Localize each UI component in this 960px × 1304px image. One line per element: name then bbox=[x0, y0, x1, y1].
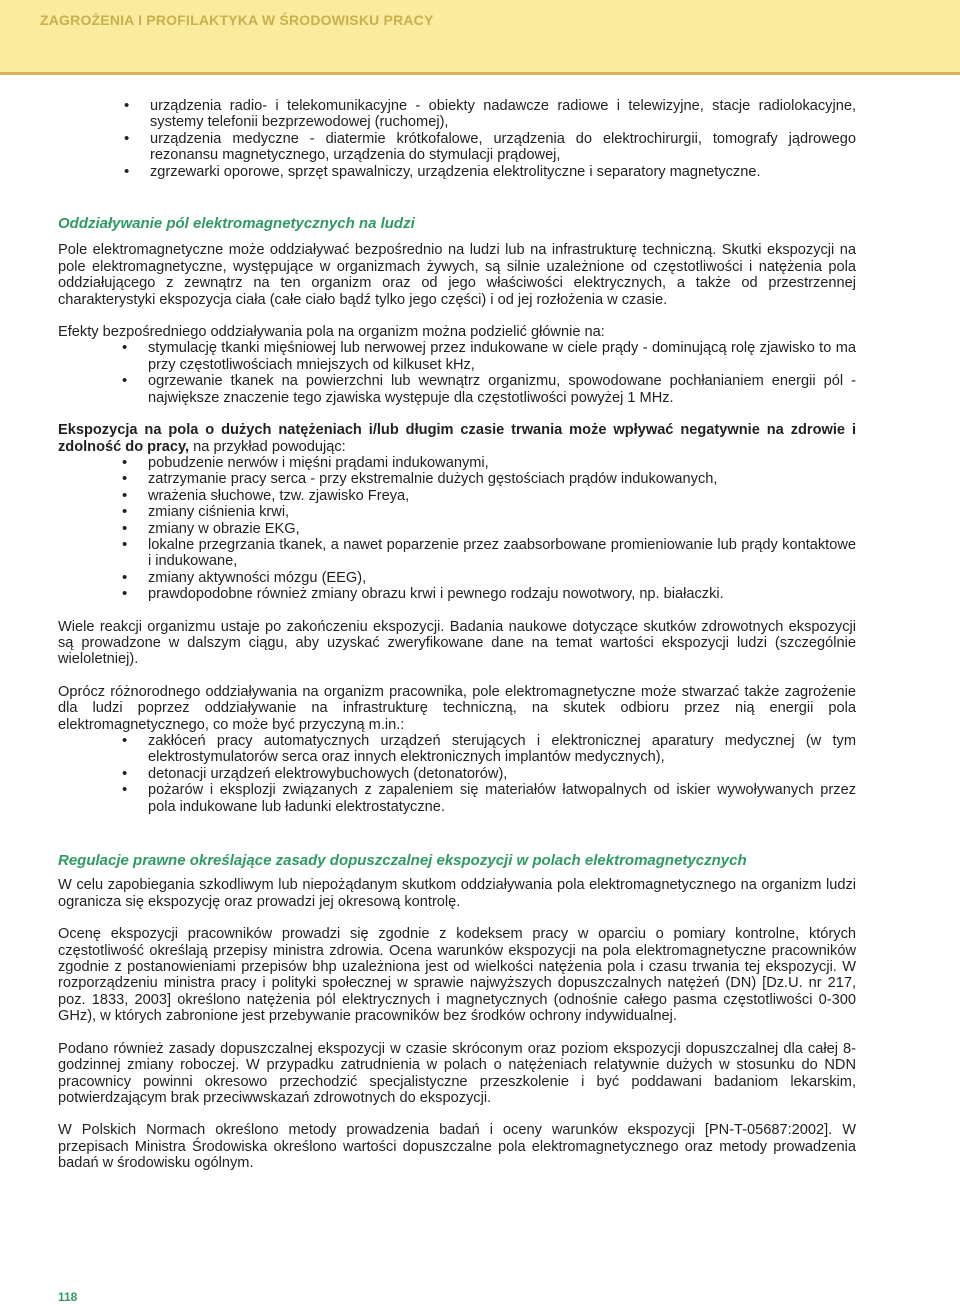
health-effects-list bbox=[58, 455, 856, 603]
bold-lead-text: Ekspozycja na pola o dużych natężeniach i/lub długim czasie trwania może wpływać negatywnie na zdrowie i zdolność do pracy, bbox=[58, 422, 856, 455]
list-item: • zmiany aktywności mózgu (EEG), bbox=[58, 570, 856, 586]
paragraph: Wiele reakcji organizmu ustaje po zakończeniu ekspozycji. Badania naukowe dotyczące skutków zdrowotnych ekspozycji są prowadzone w dalszym ciągu, aby uzyskać zweryfikowane dane na temat wartości ekspozycji ludzi (szczególnie wieloletniej). bbox=[58, 618, 856, 668]
paragraph: Podano również zasady dopuszczalnej ekspozycji w czasie skróconym oraz poziom ekspozycji dopuszczalnej dla całej 8-godzinnej zmiany roboczej. W przypadku zatrudnienia w polach o natężeniach relatywnie dużych w stosunku do NDN pracownicy powinni okresowo przechodzić specjalistyczne przeszkolenie i być poddawani badaniom lekarskim, potwierdzającym brak przeciwwskazań zdrowotnych do ekspozycji. bbox=[58, 1040, 856, 1106]
page-number: 118 bbox=[58, 1290, 78, 1304]
paragraph-text: na przykład powodując: bbox=[189, 438, 346, 455]
document-body bbox=[58, 98, 856, 1172]
list-item: • zmiany w obrazie EKG, bbox=[58, 521, 856, 537]
list-item: • pożarów i eksplozji związanych z zapaleniem się materiałów łatwopalnych od iskier wywoływanych przez pola indukowane lub ładunki elektrostatyczne. bbox=[58, 782, 856, 815]
list-item: • lokalne przegrzania tkanek, a nawet poparzenie przez zaabsorbowane promieniowanie lub prądy kontaktowe i indukowane, bbox=[58, 537, 856, 570]
paragraph: Efekty bezpośredniego oddziaływania pola na organizm można podzielić głównie na: bbox=[58, 324, 605, 341]
paragraph: Pole elektromagnetyczne może oddziaływać bezpośrednio na ludzi lub na infrastrukturę techniczną. Skutki ekspozycji na pole elektromagnetyczne, występujące w organizmach żywych, są silnie uzależnione od częstotliwości i natężenia pola oddziałującego z zewnątrz na ten organizm oraz od jego właściwości elektrycznych, a także od przestrzennej charakterystyki ekspozycja ciała (całe ciało bądź tylko jego części) i od jej rozłożenia w czasie. bbox=[58, 242, 856, 308]
emf-sources-list bbox=[58, 98, 856, 180]
list-item: • zatrzymanie pracy serca - przy ekstremalnie dużych gęstościach prądów indukowanych, bbox=[58, 471, 856, 487]
paragraph: Oprócz różnorodnego oddziaływania na organizm pracownika, pole elektromagnetyczne może stwarzać także zagrożenie dla ludzi poprzez oddziaływanie na infrastrukturę techniczną, na skutek odbioru przez nią energii pola elektromagnetycznego, co może być przyczyną m.in.: bbox=[58, 683, 856, 733]
list-item: • zgrzewarki oporowe, sprzęt spawalniczy, urządzenia elektrolityczne i separatory magnetyczne. bbox=[58, 164, 856, 180]
list-item: • pobudzenie nerwów i mięśni prądami indukowanymi, bbox=[58, 455, 856, 471]
list-item: • urządzenia radio- i telekomunikacyjne - obiekty nadawcze radiowe i telewizyjne, stacje radiolokacyjne, systemy telefonii bezprzewodowej (ruchomej), bbox=[58, 98, 856, 131]
list-item: • prawdopodobne również zmiany obrazu krwi i pewnego rodzaju nowotwory, np. białaczki. bbox=[58, 586, 856, 602]
infrastructure-effects-list bbox=[58, 733, 856, 815]
list-item: • ogrzewanie tkanek na powierzchni lub wewnątrz organizmu, spowodowane pochłanianiem energii pól - największe znaczenie tego zjawiska występuje dla częstotliwości powyżej 1 MHz. bbox=[58, 373, 856, 406]
list-item: • stymulację tkanki mięśniowej lub nerwowej przez indukowane w ciele prądy - dominującą rolę zjawisko to ma przy częstotliwościach mniejszych od kilkuset kHz, bbox=[58, 340, 856, 373]
list-item: • wrażenia słuchowe, tzw. zjawisko Freya, bbox=[58, 488, 856, 504]
paragraph: W Polskich Normach określono metody prowadzenia badań i oceny warunków ekspozycji [PN-T-05687:2002]. W przepisach Ministra Środowiska określono wartości dopuszczalne pola elektromagnetycznego oraz metody prowadzenia badań w środowisku ogólnym. bbox=[58, 1122, 856, 1172]
list-item: • zakłóceń pracy automatycznych urządzeń sterujących i elektronicznej aparatury medycznej (w tym elektrostymulatorów serca oraz innych elektronicznych implantów medycznych), bbox=[58, 733, 856, 766]
paragraph: Ocenę ekspozycji pracowników prowadzi się zgodnie z kodeksem pracy w oparciu o pomiary kontrolne, których częstotliwość określają przepisy ministra zdrowia. Ocena warunków ekspozycji na pola elektromagnetyczne pracowników zgodnie z postanowieniami przepisów bhp uzależniona jest od wielkości natężenia pola i czasu trwania tej ekspozycji. W rozporządzeniu ministra pracy i polityki społecznej w sprawie najwyższych dopuszczalnych natężeń (DN) [Dz.U. nr 217, poz. 1833, 2003] określono natężenia pól elektrycznych i magnetycznych (odnośnie całego pasma częstotliwości 0-300 GHz), w których zabronione jest przebywanie pracowników bez środków ochrony indywidualnej. bbox=[58, 926, 856, 1025]
page-header bbox=[0, 0, 960, 75]
list-item: • zmiany ciśnienia krwi, bbox=[58, 504, 856, 520]
list-item: • detonacji urządzeń elektrowybuchowych (detonatorów), bbox=[58, 766, 856, 782]
section-heading-regulations: Regulacje prawne określające zasady dopuszczalnej ekspozycji w polach elektromagnetycznych bbox=[58, 852, 747, 870]
paragraph: W celu zapobiegania szkodliwym lub niepożądanym skutkom oddziaływania pola elektromagnetycznego na organizm ludzi ogranicza się ekspozycję oraz prowadzi jej okresową kontrolę. bbox=[58, 877, 856, 910]
section-heading-effects: Oddziaływanie pól elektromagnetycznych na ludzi bbox=[58, 215, 415, 233]
list-item: • urządzenia medyczne - diatermie krótkofalowe, urządzenia do elektrochirurgii, tomografy jądrowego rezonansu magnetycznego, urządzenia do stymulacji prądowej, bbox=[58, 131, 856, 164]
header-title: ZAGROŻENIA I PROFILAKTYKA W ŚRODOWISKU PRACY bbox=[40, 12, 434, 28]
paragraph bbox=[58, 422, 856, 455]
direct-effects-list bbox=[58, 340, 856, 406]
